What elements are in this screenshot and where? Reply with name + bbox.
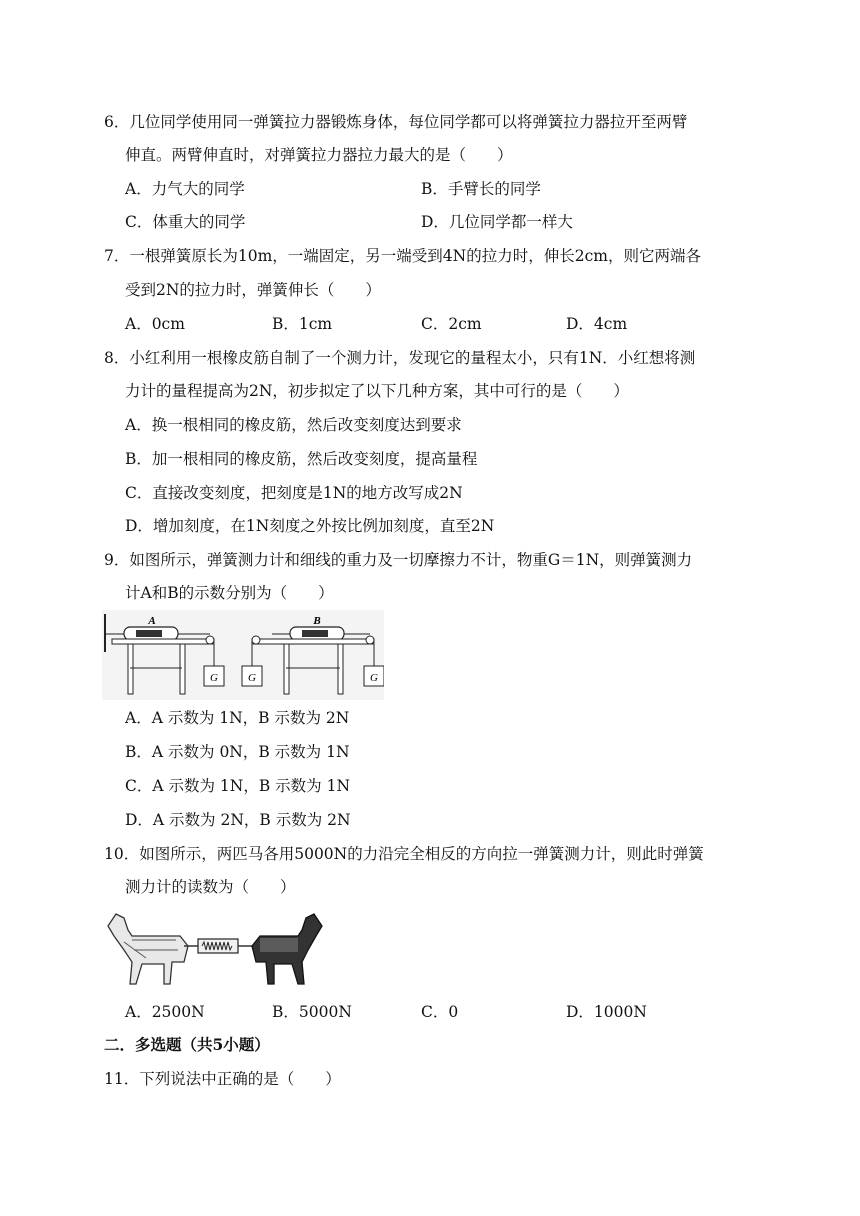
q8-stem-line1: 8．小红利用一根橡皮筋自制了一个测力计，发现它的量程太小，只有1N．小红想将测 — [104, 349, 696, 367]
label-b: B — [313, 615, 321, 627]
q6-option-b: B．手臂长的同学 — [421, 180, 541, 198]
q10-option-b: B．5000N — [272, 1003, 352, 1021]
q6-option-d: D．几位同学都一样大 — [421, 213, 573, 231]
q7-option-a: A．0cm — [125, 315, 185, 333]
horses-figure — [102, 906, 328, 988]
q10-option-a: A．2500N — [125, 1003, 205, 1021]
label-a: A — [148, 615, 156, 627]
q9-option-d: D．A 示数为 2N，B 示数为 2N — [125, 811, 351, 829]
q8-option-b: B．加一根相同的橡皮筋，然后改变刻度，提高量程 — [125, 450, 478, 468]
q9-stem-line1: 9．如图所示，弹簧测力计和细线的重力及一切摩擦力不计，物重G＝1N，则弹簧测力 — [104, 551, 693, 569]
q8-option-a: A．换一根相同的橡皮筋，然后改变刻度达到要求 — [125, 416, 462, 434]
q10-option-c: C．0 — [421, 1003, 459, 1021]
q7-option-b: B．1cm — [272, 315, 333, 333]
q7-stem-line1: 7．一根弹簧原长为10m，一端固定，另一端受到4N的拉力时，伸长2cm，则它两端各 — [104, 247, 701, 265]
label-g-b-right: G — [370, 672, 378, 684]
q7-option-c: C．2cm — [421, 315, 482, 333]
q8-option-c: C．直接改变刻度，把刻度是1N的地方改写成2N — [125, 484, 463, 502]
q9-stem-line2: 计A和B的示数分别为（ ） — [125, 584, 334, 602]
q8-option-d: D．增加刻度，在1N刻度之外按比例加刻度，直至2N — [125, 517, 495, 535]
q6-stem-line1: 6．几位同学使用同一弹簧拉力器锻炼身体，每位同学都可以将弹簧拉力器拉开至两臂 — [104, 113, 688, 131]
q6-option-c: C．体重大的同学 — [125, 213, 246, 231]
q9-option-c: C．A 示数为 1N，B 示数为 1N — [125, 777, 351, 795]
q6-stem-line2: 伸直。两臂伸直时，对弹簧拉力器拉力最大的是（ ） — [125, 146, 513, 164]
q7-option-d: D．4cm — [566, 315, 628, 333]
q6-option-a: A．力气大的同学 — [125, 180, 245, 198]
label-g-b-left: G — [248, 672, 256, 684]
q11-stem-line1: 11．下列说法中正确的是（ ） — [104, 1070, 341, 1088]
q7-stem-line2: 受到2N的拉力时，弹簧伸长（ ） — [125, 281, 381, 299]
q10-stem-line1: 10．如图所示，两匹马各用5000N的力沿完全相反的方向拉一弹簧测力计，则此时弹簧 — [104, 845, 704, 863]
q9-option-b: B．A 示数为 0N，B 示数为 1N — [125, 743, 350, 761]
spring-scale-figure — [102, 610, 384, 700]
q10-option-d: D．1000N — [566, 1003, 647, 1021]
q10-stem-line2: 测力计的读数为（ ） — [125, 878, 296, 896]
q9-option-a: A．A 示数为 1N，B 示数为 2N — [125, 709, 350, 727]
section-title: 二．多选题（共5小题） — [104, 1035, 270, 1054]
label-g-a: G — [210, 672, 218, 684]
q8-stem-line2: 力计的量程提高为2N，初步拟定了以下几种方案，其中可行的是（ ） — [125, 382, 629, 400]
